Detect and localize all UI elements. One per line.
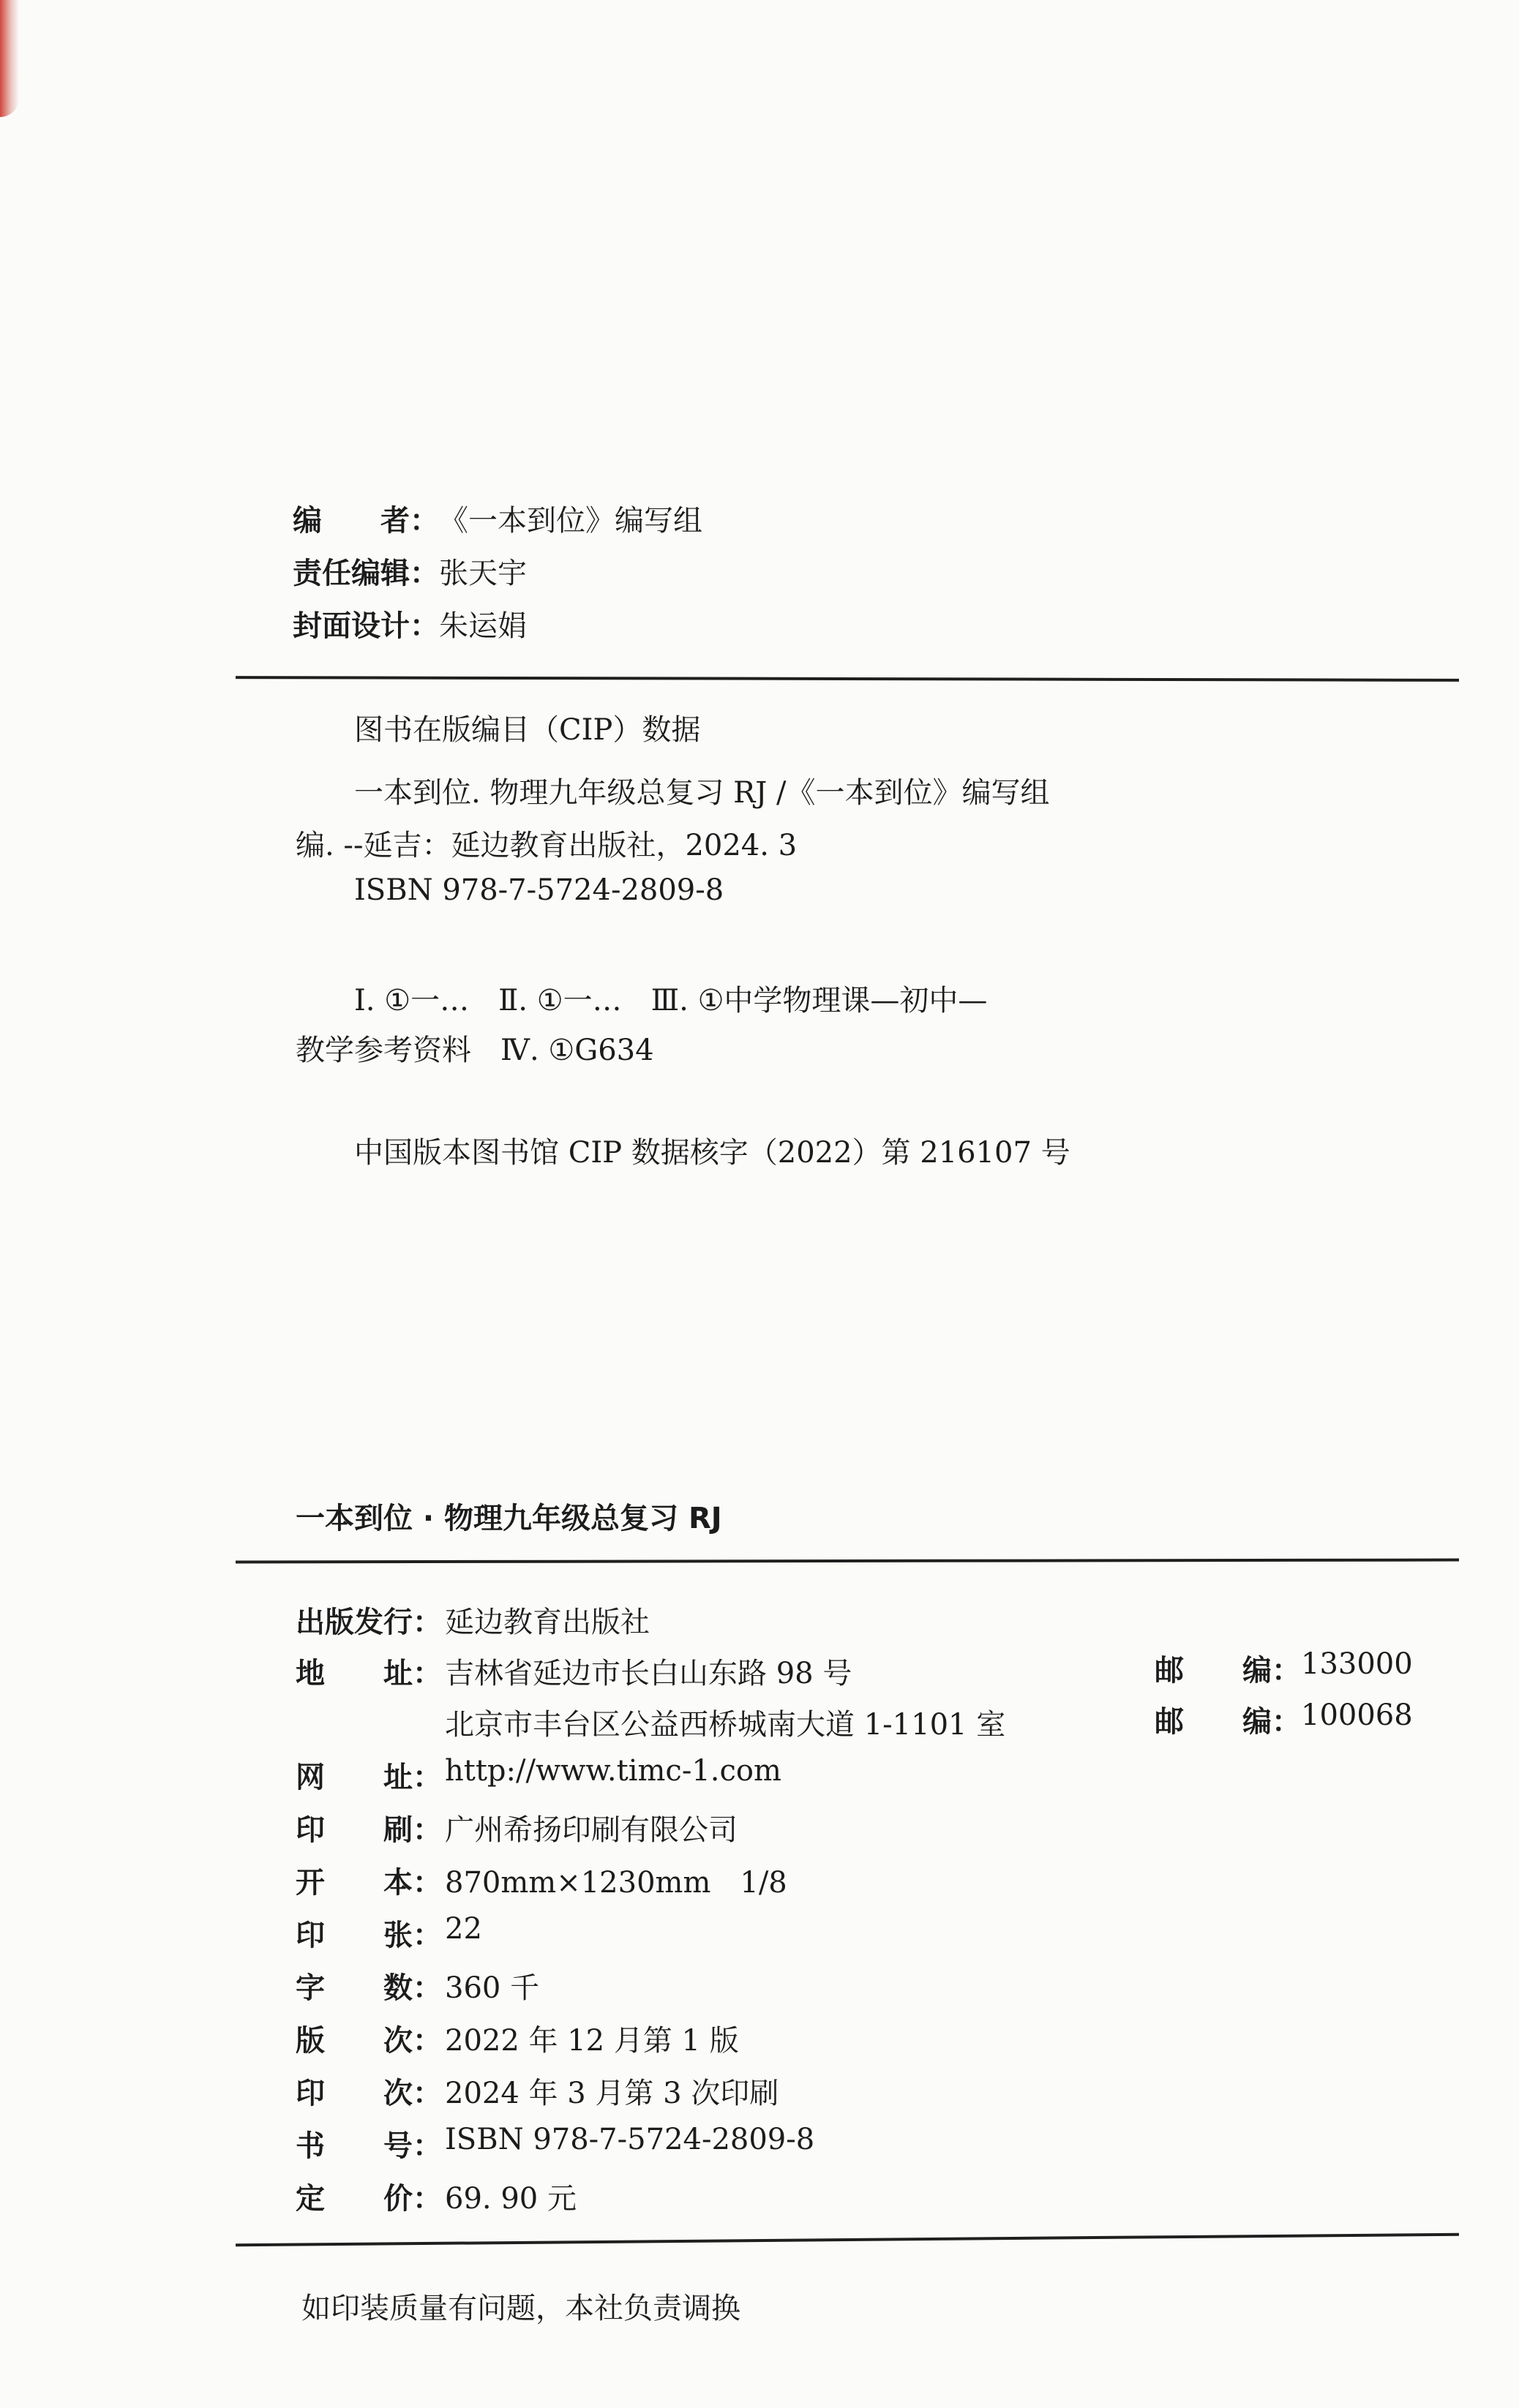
responsible-editor-label: 责任编辑： — [293, 557, 439, 590]
format-label: 开 本： — [296, 1866, 442, 1900]
cip-line-1: 一本到位. 物理九年级总复习 RJ /《一本到位》编写组 — [354, 776, 1050, 810]
printing-value: 2024 年 3 月第 3 次印刷 — [445, 2077, 779, 2110]
quality-note: 如印装质量有问题，本社负责调换 — [301, 2292, 740, 2325]
website-value: http://www.timc-1.com — [445, 1754, 781, 1788]
printer-label: 印 刷： — [296, 1813, 442, 1847]
isbn-value: ISBN 978-7-5724-2809-8 — [445, 2123, 815, 2156]
cip-heading: 图书在版编目（CIP）数据 — [354, 713, 701, 747]
cip-line-5: 教学参考资料 Ⅳ. ①G634 — [296, 1034, 654, 1067]
address-label: 地 址： — [296, 1657, 442, 1690]
publisher-label: 出版发行： — [296, 1606, 442, 1639]
price-value: 69. 90 元 — [445, 2182, 577, 2216]
sheets-label: 印 张： — [296, 1919, 442, 1952]
postcode-label-2: 邮 编： — [1155, 1705, 1301, 1739]
printer-value: 广州希扬印刷有限公司 — [445, 1813, 738, 1847]
divider-middle — [236, 1559, 1459, 1564]
postcode-value-1: 133000 — [1301, 1647, 1413, 1681]
cip-line-2: 编. --延吉：延边教育出版社，2024. 3 — [296, 829, 798, 862]
divider-bottom — [236, 2233, 1459, 2247]
price-label: 定 价： — [296, 2182, 442, 2216]
book-title: 一本到位 · 物理九年级总复习 RJ — [296, 1502, 722, 1535]
edition-value: 2022 年 12 月第 1 版 — [445, 2024, 739, 2058]
page-edge-shadow — [0, 0, 19, 117]
address-line-2: 北京市丰台区公益西桥城南大道 1-1101 室 — [445, 1708, 1006, 1742]
website-label: 网 址： — [296, 1761, 442, 1794]
divider-top — [236, 676, 1459, 682]
publisher-value: 延边教育出版社 — [445, 1606, 650, 1639]
cover-design-label: 封面设计： — [293, 609, 439, 643]
isbn-label: 书 号： — [296, 2129, 442, 2163]
cip-line-6: 中国版本图书馆 CIP 数据核字（2022）第 216107 号 — [354, 1136, 1070, 1170]
format-value: 870mm×1230mm 1/8 — [445, 1866, 787, 1900]
printing-label: 印 次： — [296, 2077, 442, 2110]
postcode-label-1: 邮 编： — [1155, 1654, 1301, 1688]
postcode-value-2: 100068 — [1301, 1698, 1413, 1732]
editor-label: 编 者： — [293, 504, 439, 538]
sheets-value: 22 — [445, 1912, 482, 1946]
word-count-value: 360 千 — [445, 1971, 540, 2005]
cip-line-3: ISBN 978-7-5724-2809-8 — [354, 873, 724, 907]
cover-design-value: 朱运娟 — [439, 609, 527, 643]
address-line-1: 吉林省延边市长白山东路 98 号 — [445, 1657, 852, 1690]
word-count-label: 字 数： — [296, 1971, 442, 2005]
editor-value: 《一本到位》编写组 — [439, 504, 702, 538]
edition-label: 版 次： — [296, 2024, 442, 2058]
cip-line-4: Ⅰ. ①一… Ⅱ. ①一… Ⅲ. ①中学物理课—初中— — [354, 984, 988, 1017]
responsible-editor-value: 张天宇 — [439, 557, 527, 590]
